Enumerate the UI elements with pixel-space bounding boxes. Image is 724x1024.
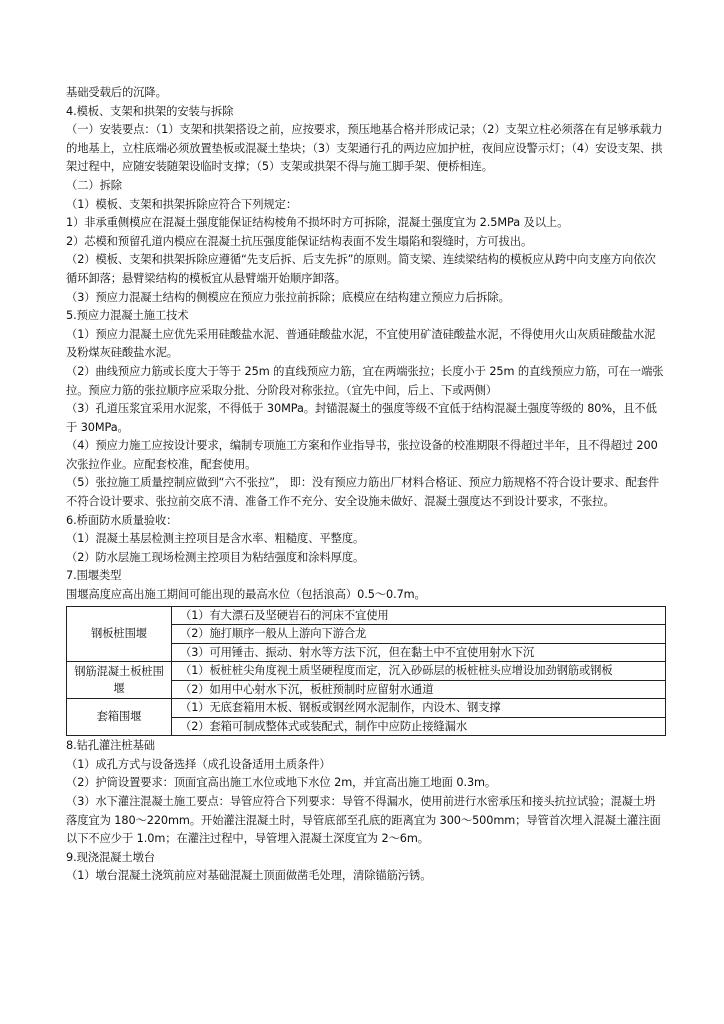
paragraph: （1）预应力混凝土应优先采用硅酸盐水泥、普通硅酸盐水泥，不宜使用矿渣硅酸盐水泥，不得使用火山灰质硅酸盐水泥及粉煤灰硅酸盐水泥。 — [66, 327, 656, 360]
table-row — [67, 662, 666, 681]
section-heading: 7.围堰类型 — [66, 569, 122, 583]
cofferdam-type-cell: 套箱围堰 — [67, 699, 172, 736]
text-line: （1）混凝土基层检测主控项目是含水率、粗糙度、平整度。 — [66, 532, 365, 546]
requirement-cell: （3）可用锤击、振动、射水等方法下沉，但在黏土中不宜使用射水下沉 — [172, 643, 666, 662]
paragraph: （3）孔道压浆宜采用水泥浆，不得低于 30MPa。封锚混凝土的强度等级不宜低于结构混凝土强度等级的 80%，且不低于 30MPa。 — [66, 402, 657, 434]
paragraph: （2）曲线预应力筋或长度大于等于 25m 的直线预应力筋，宜在两端张拉；长度小于 25m 的直线预应力筋，可在一端张拉。预应力筋的张拉顺序应采取分批、分阶段对称张拉。（宜先中间，后上、下或两侧） — [66, 364, 664, 397]
section-heading: 5.预应力混凝土施工技术 — [66, 309, 189, 323]
table-row — [67, 606, 666, 625]
requirement-cell: （1）无底套箱用木板、钢板或钢丝网水泥制作，内设木、钢支撑 — [172, 699, 666, 718]
paragraph: （一）安装要点：（1）支架和拱架搭设之前，应按要求，预压地基合格并形成记录；（2）支架立柱必须落在有足够承载力的地基上，立柱底端必须放置垫板或混凝土垫块；（3）支架通行孔的两边应加护桩，夜间应设警示灯；（4）安设支架、拱架过程中，应随安装随架设临时支撑；（5）支架或拱架不得与施工脚手架、便桥相连。 — [66, 123, 663, 174]
paragraph: （3）水下灌注混凝土施工要点：导管应符合下列要求：导管不得漏水，使用前进行水密承压和接头抗拉试验；混凝土坍落度宜为 180～220mm。开始灌注混凝土时，导管底部至孔底的距离宜为 300～500mm；导管首次埋入混凝土灌注面以下不应少于 1.0m；在灌注过程中，导管埋入混凝土深度宜为 2～6m。 — [66, 794, 661, 846]
paragraph: （2）模板、支架和拱架拆除应遵循“先支后拆、后支先拆”的原则。简支梁、连续梁结构的模板应从跨中向支座方向依次循环卸落；悬臂梁结构的模板宜从悬臂端开始顺序卸落。 — [66, 253, 656, 285]
text-line: （1）模板、支架和拱架拆除应符合下列规定： — [66, 197, 298, 211]
paragraph: （5）张拉施工质量控制应做到“六不张拉”， 即：没有预应力筋出厂材料合格证、预应力筋规格不符合设计要求、配套件不符合设计要求、张拉前交底不清、准备工作不充分、安全设施未做好、混凝土强度达不到设计要求，不张拉。 — [66, 476, 660, 509]
text-line: 基础受载后的沉降。 — [66, 86, 167, 99]
text-line: （2）护筒设置要求：顶面宜高出施工水位或地下水位 2m，并宜高出施工地面 0.3m。 — [66, 776, 497, 790]
requirement-cell: （1）板桩桩尖角度视土质坚硬程度而定，沉入砂砾层的板桩桩头应增设加劲钢筋或钢板 — [172, 662, 666, 681]
paragraph: （4）预应力施工应按设计要求，编制专项施工方案和作业指导书，张拉设备的校准期限不得超过半年，且不得超过 200 次张拉作业。应配套校准，配套使用。 — [66, 439, 658, 471]
text-line: （2）防水层施工现场检测主控项目为粘结强度和涂料厚度。 — [66, 550, 365, 564]
text-line: 1）非承重侧模应在混凝土强度能保证结构棱角不损坏时方可拆除，混凝土强度宜为 2.5MPa 及以上。 — [66, 216, 569, 230]
text-line: （1）成孔方式与设备选择（成孔设备适用土质条件） — [66, 757, 331, 771]
cofferdam-type-cell: 钢筋混凝土板桩围堰 — [67, 662, 172, 699]
text-line: 围堰高度应高出施工期间可能出现的最高水位（包括浪高）0.5～0.7m。 — [66, 588, 426, 602]
text-line: 2）芯模和预留孔道内模应在混凝土抗压强度能保证结构表面不发生塌陷和裂缝时，方可拔出。 — [66, 234, 533, 248]
section-heading: 8.钻孔灌注桩基础 — [66, 739, 155, 753]
subheading: （二）拆除 — [66, 178, 122, 192]
requirement-cell: （2）如用中心射水下沉，板桩预制时应留射水通道 — [172, 680, 666, 699]
text-line: （3）预应力混凝土结构的侧模应在预应力张拉前拆除；底模应在结构建立预应力后拆除。 — [66, 290, 510, 304]
requirement-cell: （2）施打顺序一般从上游向下游合龙 — [172, 625, 666, 644]
section-heading: 4.模板、支架和拱架的安装与拆除 — [66, 104, 234, 118]
section-heading: 6.桥面防水质量验收： — [66, 513, 178, 527]
requirement-cell: （2）套箱可制成整体式或装配式，制作中应防止接缝漏水 — [172, 717, 666, 736]
document-page — [66, 84, 666, 886]
text-line: （1）墩台混凝土浇筑前应对基础混凝土顶面做凿毛处理，清除锚筋污锈。 — [66, 869, 432, 883]
cofferdam-table — [66, 606, 666, 737]
section-heading: 9.现浇混凝土墩台 — [66, 850, 155, 864]
cofferdam-type-cell: 钢板桩围堰 — [67, 606, 172, 662]
table-row — [67, 699, 666, 718]
requirement-cell: （1）有大漂石及坚硬岩石的河床不宜使用 — [172, 606, 666, 625]
